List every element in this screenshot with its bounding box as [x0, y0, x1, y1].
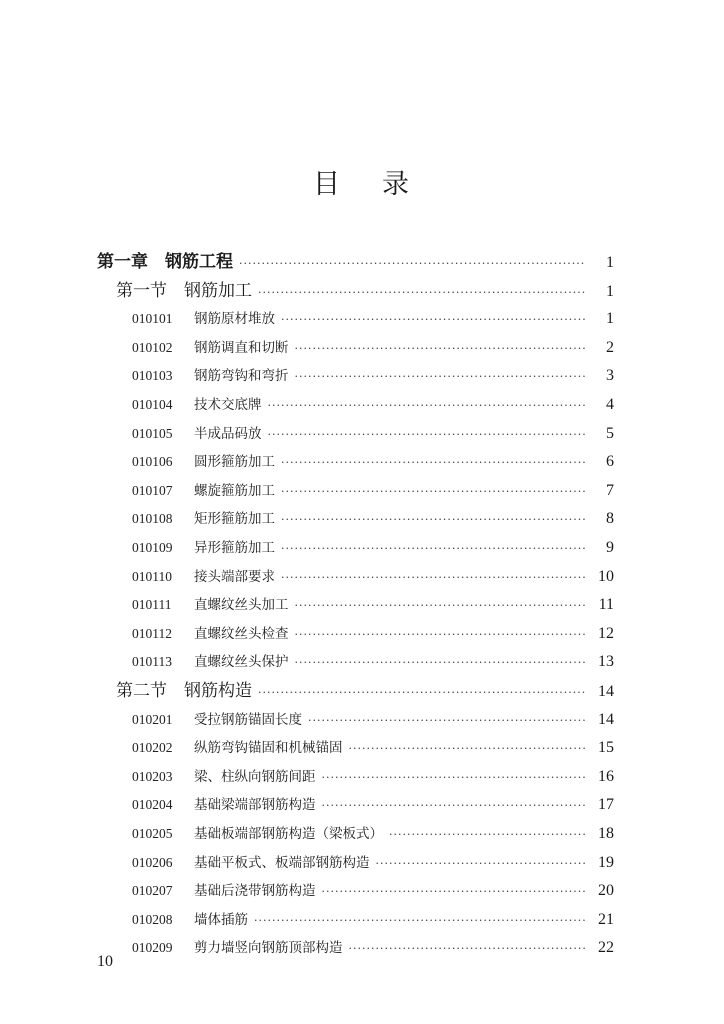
toc-item-code: 010108 [132, 511, 173, 527]
toc-entry-label: 纵筋弯钩锚固和机械锚固 [194, 740, 343, 757]
toc-page-number: 10 [598, 567, 614, 585]
toc-page-number: 1 [606, 282, 614, 300]
toc-item-row [132, 820, 614, 848]
toc-item-row [132, 305, 614, 333]
leader-dots [281, 449, 586, 476]
toc-page-number: 8 [606, 510, 614, 528]
toc-page-number: 14 [598, 710, 614, 728]
toc-page-number: 2 [606, 338, 614, 356]
leader-dots [322, 792, 587, 819]
leader-dots [376, 850, 587, 877]
toc-entry-label: 钢筋调直和切断 [194, 339, 289, 356]
toc-entry-label: 直螺纹丝头加工 [194, 597, 289, 614]
leader-dots [308, 707, 586, 734]
leader-dots [281, 306, 586, 333]
toc-page-number: 12 [598, 624, 614, 642]
toc-entry-label: 第一章 钢筋工程 [97, 252, 233, 272]
toc-entry-label: 半成品码放 [194, 425, 262, 442]
toc-entry-label: 技术交底牌 [194, 397, 262, 413]
leader-dots [239, 250, 586, 276]
toc-page-number: 1 [606, 254, 614, 271]
toc-entry-label: 接头端部要求 [194, 568, 275, 585]
toc-page-number: 1 [606, 310, 614, 328]
toc-page-number: 3 [606, 367, 614, 385]
toc-item-row [132, 706, 614, 734]
toc-page-number: 16 [598, 767, 614, 785]
toc-item-row [132, 391, 614, 419]
toc-entry-label: 梁、柱纵向钢筋间距 [194, 768, 316, 785]
toc-page-number: 22 [598, 939, 614, 957]
leader-dots [295, 335, 587, 362]
toc-item-row [132, 534, 614, 562]
toc-item-code: 010101 [132, 311, 173, 327]
toc-page-number: 17 [598, 796, 614, 814]
toc-item-code: 010104 [132, 397, 173, 412]
toc-entry-label: 圆形箍筋加工 [194, 454, 275, 471]
toc-page-number: 19 [598, 853, 614, 871]
toc-item-row [132, 563, 614, 591]
page-title [0, 162, 724, 201]
toc-page-number: 20 [598, 882, 614, 900]
toc-item-code: 010113 [132, 654, 172, 670]
toc-entry-label: 直螺纹丝头保护 [194, 654, 289, 671]
toc-item-code: 010102 [132, 339, 173, 355]
toc-entry-label: 第一节 钢筋加工 [116, 280, 252, 301]
toc-item-code: 010106 [132, 454, 173, 470]
toc-item-code: 010206 [132, 854, 173, 870]
toc-item-row [132, 763, 614, 791]
leader-dots [281, 478, 586, 505]
toc-page-number: 7 [606, 481, 614, 499]
toc-chapter-row [97, 248, 614, 276]
leader-dots [258, 279, 586, 305]
toc-item-code: 010202 [132, 740, 173, 756]
leader-dots [281, 564, 586, 591]
toc-page-number: 4 [606, 396, 614, 413]
toc-item-code: 010109 [132, 540, 173, 555]
toc-page-number: 18 [598, 825, 614, 842]
toc-entry-label: 基础平板式、板端部钢筋构造 [194, 854, 370, 871]
leader-dots [322, 878, 587, 905]
toc-item-code: 010208 [132, 911, 173, 927]
leader-dots [268, 392, 587, 419]
toc-item-code: 010112 [132, 625, 172, 641]
toc-item-row [132, 734, 614, 762]
leader-dots [295, 649, 587, 676]
leader-dots [295, 621, 587, 648]
toc-item-code: 010110 [132, 568, 172, 584]
toc-item-code: 010105 [132, 425, 173, 441]
toc-entry-label: 剪力墙竖向钢筋顶部构造 [194, 940, 343, 957]
toc-page-number: 13 [598, 653, 614, 671]
toc-entry-label: 基础板端部钢筋构造（梁板式） [194, 826, 383, 842]
toc-item-row [132, 505, 614, 533]
toc-page-number: 9 [606, 539, 614, 556]
title-char-2: 录 [382, 169, 411, 200]
toc-item-row [132, 849, 614, 877]
toc-page-number: 15 [598, 739, 614, 757]
toc-item-row [132, 334, 614, 362]
toc-item-row [132, 934, 614, 962]
toc-entry-label: 螺旋箍筋加工 [194, 482, 275, 499]
toc-entry-label: 基础后浇带钢筋构造 [194, 883, 316, 900]
leader-dots [295, 592, 587, 619]
toc-item-code: 010111 [132, 597, 172, 613]
toc-item-row [132, 448, 614, 476]
toc-entry-label: 第二节 钢筋构造 [116, 681, 252, 701]
toc-item-row [132, 362, 614, 390]
toc-entry-label: 墙体插筋 [194, 911, 248, 928]
toc-entry-label: 受拉钢筋锚固长度 [194, 711, 302, 728]
leader-dots [295, 363, 587, 390]
toc-page-number: 6 [606, 453, 614, 471]
leader-dots [349, 935, 587, 962]
toc-item-row [132, 620, 614, 648]
toc-entry-label: 矩形箍筋加工 [194, 511, 275, 528]
toc-entry-label: 钢筋弯钩和弯折 [194, 368, 289, 385]
toc-entry-label: 异形箍筋加工 [194, 540, 275, 556]
toc-item-code: 010204 [132, 797, 173, 813]
leader-dots [322, 764, 587, 791]
toc-item-row [132, 877, 614, 905]
toc-item-code: 010201 [132, 711, 173, 727]
toc-item-code: 010103 [132, 368, 173, 384]
leader-dots [389, 821, 586, 848]
toc-item-row [132, 791, 614, 819]
leader-dots [254, 907, 586, 934]
toc-item-row [132, 648, 614, 676]
toc-item-row [132, 906, 614, 934]
toc-section-row [116, 277, 614, 305]
toc-section-row [116, 677, 614, 705]
leader-dots [258, 679, 586, 705]
toc-page-number: 11 [598, 596, 614, 614]
toc-entry-label: 钢筋原材堆放 [194, 311, 275, 328]
toc-page-number: 5 [606, 424, 614, 442]
title-char-1: 目 [313, 169, 342, 200]
toc-item-code: 010107 [132, 482, 173, 498]
toc-item-code: 010209 [132, 940, 173, 956]
toc-item-row [132, 477, 614, 505]
toc-item-code: 010205 [132, 826, 173, 841]
toc-item-code: 010203 [132, 768, 173, 784]
leader-dots [268, 421, 587, 448]
toc-item-row [132, 591, 614, 619]
toc-entry-label: 直螺纹丝头检查 [194, 625, 289, 642]
page-number-footer: 10 [97, 953, 113, 970]
leader-dots [281, 506, 586, 533]
toc-entry-label: 基础梁端部钢筋构造 [194, 797, 316, 814]
toc-page-number: 21 [598, 910, 614, 928]
toc-page-number: 14 [598, 683, 614, 700]
leader-dots [281, 535, 586, 562]
leader-dots [349, 735, 587, 762]
toc-item-row [132, 420, 614, 448]
toc-item-code: 010207 [132, 883, 173, 899]
